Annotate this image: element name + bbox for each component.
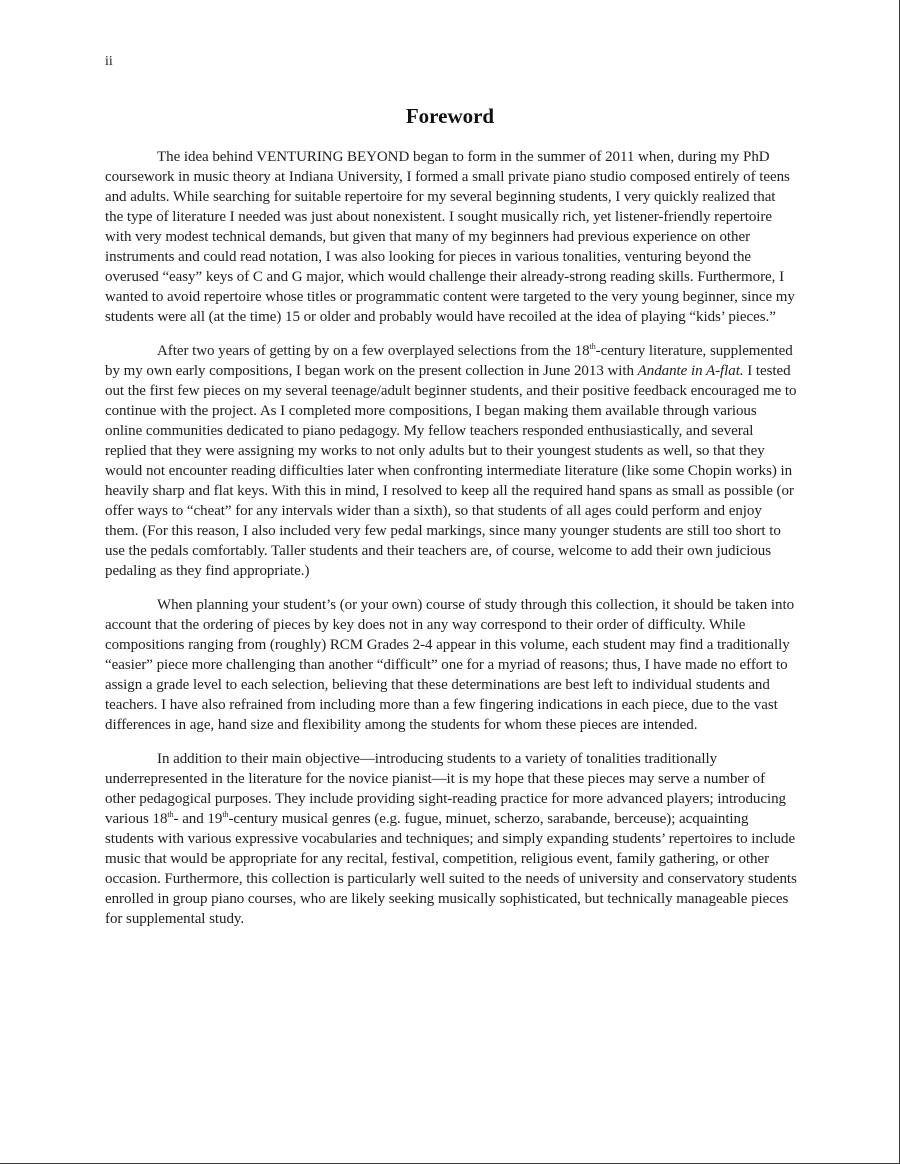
page-title: Foreword xyxy=(405,104,495,128)
piece-title-italic: Andante in A-flat. xyxy=(637,363,744,379)
ordinal-suffix: th xyxy=(589,342,596,351)
paragraph-2-part-c: I tested out the first few pieces on my several teenage/adult beginner students, and their positive feedback encouraged me to continue with the project. As I completed more compositions, I began making them available through various online communities dedicated to piano pedagogy. My fellow teachers responded enthusiastically, and several replied that they were assigning my works to not only adults but to their youngest students as well, so that they would not encounter reading difficulties later when confronting intermediate literature (like some Chopin works) in heavily sharp and flat keys. With this in mind, I resolved to keep all the required hand spans as small as possible (or offer ways to “cheat” for any intervals wider than a sixth), so that students of all ages could perform and enjoy them. (For this reason, I also included very few pedal markings, since many younger students are still too short to use the pedals comfortably. Taller students and their teachers are, of course, welcome to add their own judicious pedaling as they find appropriate.) xyxy=(105,363,797,579)
paragraph-2-part-a: After two years of getting by on a few overplayed selections from the 18 xyxy=(157,343,590,359)
paragraph-2 xyxy=(105,341,797,581)
paragraph-4 xyxy=(105,749,797,929)
paragraph-4-part-a: In addition to their main objective—introducing students to a variety of tonalities traditionally underrepresented in the literature for the novice pianist—it is my hope that these pieces may serve a number of other pedagogical purposes. They include providing sight-reading practice for more advanced players; introducing various 18 xyxy=(105,751,786,827)
paragraph-1: The idea behind VENTURING BEYOND began to form in the summer of 2011 when, during my PhD coursework in music theory at Indiana University, I formed a small private piano studio composed entirely of teens and adults. While searching for suitable repertoire for my several beginning students, I very quickly realized that the type of literature I needed was just about nonexistent. I sought musically rich, yet listener-friendly repertoire with very modest technical demands, but given that many of my beginners had previous experience on other instruments and could read notation, I was also looking for pieces in various tonalities, venturing beyond the overused “easy” keys of C and G major, which would challenge their already-strong reading skills. Furthermore, I wanted to avoid repertoire whose titles or programmatic content were targeted to the very young beginner, since my students were all (at the time) 15 or older and probably would have recoiled at the idea of playing “kids’ pieces.” xyxy=(105,149,795,325)
paragraph-2-part-b: -century literature, supplemented by my own early compositions, I began work on the present collection in June 2013 with xyxy=(105,343,793,379)
ordinal-suffix: th xyxy=(167,810,174,819)
paragraph-4-part-c: -century musical genres (e.g. fugue, minuet, scherzo, sarabande, berceuse); acquainting students with various expressive vocabularies and techniques; and simply expanding students’ repertoires to include music that would be appropriate for any recital, festival, competition, religious event, family gathering, or other occasion. Furthermore, this collection is particularly well suited to the needs of university and conservatory students enrolled in group piano courses, who are likely seeking musically sophisticated, but technically manageable pieces for supplemental study. xyxy=(105,811,797,927)
ordinal-suffix: th xyxy=(222,810,229,819)
page-number: ii xyxy=(105,54,113,69)
foreword-body xyxy=(105,147,797,943)
paragraph-3: When planning your student’s (or your own) course of study through this collection, it should be taken into account that the ordering of pieces by key does not in any way correspond to their order of difficulty. While compositions ranging from (roughly) RCM Grades 2-4 appear in this volume, each student may find a traditionally “easier” piece more challenging than another “difficult” one for a myriad of reasons; thus, I have made no effort to assign a grade level to each selection, believing that these determinations are best left to individual students and teachers. I have also refrained from including more than a few fingering indications in each piece, due to the vast differences in age, hand size and flexibility among the students for whom these pieces are intended. xyxy=(105,597,795,733)
paragraph-4-part-b: - and 19 xyxy=(173,811,223,827)
